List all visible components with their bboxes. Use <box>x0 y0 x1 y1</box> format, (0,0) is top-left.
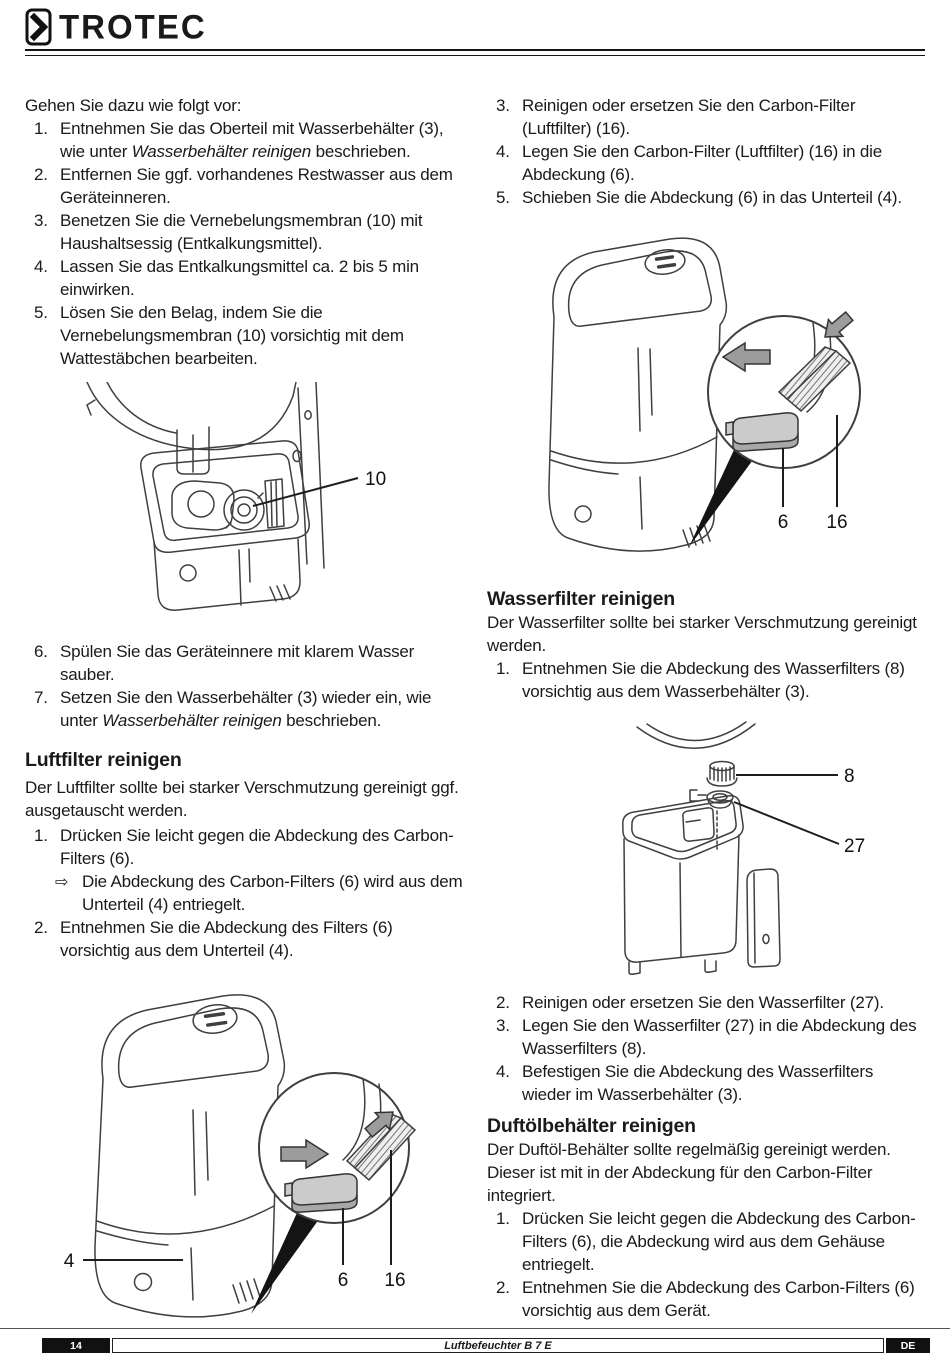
list-item-text: Entfernen Sie ggf. vorhandenes Restwasser aus dem Geräteinneren. <box>60 165 453 207</box>
rinse-steps <box>25 640 463 732</box>
list-item <box>25 209 463 255</box>
section-heading-oiltank: Duftölbehälter reinigen <box>487 1115 696 1137</box>
list-item-number: 5. <box>34 303 48 322</box>
list-item-number: 4. <box>34 257 48 276</box>
airfilter-steps <box>25 824 463 962</box>
part-label-4: 4 <box>63 1251 75 1272</box>
list-item <box>487 1207 925 1276</box>
filter-cover <box>726 413 798 451</box>
membrane-illustration <box>25 382 463 632</box>
list-item-text: Befestigen Sie die Abdeckung des Wasserfilters wieder im Wasserbehälter (3). <box>522 1062 874 1104</box>
list-item-text: Benetzen Sie die Vernebelungsmembran (10) mit Haushaltsessig (Entkalkungsmittel). <box>60 211 423 253</box>
part-label-16: 16 <box>384 1270 406 1291</box>
remove-filter-illustration <box>25 982 463 1337</box>
arrow-insert-filter <box>825 312 853 337</box>
humidifier-body <box>549 238 726 551</box>
list-item <box>487 991 925 1014</box>
cross-reference: Wasserbehälter reinigen <box>131 142 312 161</box>
waterfilter-steps-1 <box>487 657 925 703</box>
waterfilter-cover <box>707 762 737 787</box>
figure-remove-filter <box>25 982 463 1337</box>
list-item-number: 1. <box>34 119 48 138</box>
footer <box>42 1338 930 1353</box>
part-label-6: 6 <box>777 512 789 533</box>
list-item-number: 2. <box>34 165 48 184</box>
text-segment: beschrieben. <box>311 142 411 161</box>
list-item-text <box>60 117 463 163</box>
list-item-number: 1. <box>34 826 48 845</box>
intro-text: Gehen Sie dazu wie folgt vor: <box>25 96 242 115</box>
list-item-number: 3. <box>34 211 48 230</box>
list-item-number: 5. <box>496 188 510 207</box>
list-item-text: Legen Sie den Carbon-Filter (Luftfilter) (16) in die Abdeckung (6). <box>522 142 883 184</box>
list-item-text: Reinigen oder ersetzen Sie den Carbon-Filter (Luftfilter) (16). <box>522 96 856 138</box>
list-item <box>25 301 463 370</box>
list-item-number: 1. <box>496 1209 510 1228</box>
list-item-text: Lösen Sie den Belag, indem Sie die Vernebelungsmembran (10) vorsichtig mit dem Wattestäbchen bearbeiten. <box>60 303 404 368</box>
text-segment: Entnehmen Sie das Oberteil mit Wasserbehälter (3), wie unter <box>60 119 444 161</box>
part-label-27: 27 <box>844 836 866 857</box>
list-item <box>25 686 463 732</box>
step-result <box>25 870 463 916</box>
waterfilter-intro: Der Wasserfilter sollte bei starker Verschmutzung gereinigt werden. <box>487 613 917 655</box>
list-item <box>25 163 463 209</box>
list-item <box>487 140 925 186</box>
brand-name: TROTEC <box>59 7 207 46</box>
list-item <box>487 657 925 703</box>
water-tank-assembly <box>623 722 780 974</box>
list-item-number: 7. <box>34 688 48 707</box>
list-item-text: Entnehmen Sie die Abdeckung des Filters (6) vorsichtig aus dem Unterteil (4). <box>60 918 393 960</box>
left-column <box>25 0 463 1337</box>
water-tank <box>623 796 743 975</box>
list-item-number: 2. <box>496 993 510 1012</box>
list-item <box>487 94 925 140</box>
list-item <box>25 117 463 163</box>
part-label-8: 8 <box>844 766 855 787</box>
page-number: 14 <box>42 1338 110 1353</box>
leader-line-27 <box>734 802 839 844</box>
result-text: Die Abdeckung des Carbon-Filters (6) wird aus dem Unterteil (4) entriegelt. <box>82 872 463 914</box>
list-item-text: Lassen Sie das Entkalkungsmittel ca. 2 bis 5 min einwirken. <box>60 257 419 299</box>
list-item-text <box>60 686 463 732</box>
list-item-number: 3. <box>496 1016 510 1035</box>
part-label-6: 6 <box>337 1270 349 1291</box>
waterfilter-illustration <box>487 711 925 986</box>
result-arrow-icon: ⇨ <box>55 872 69 891</box>
filter-cover <box>285 1174 357 1212</box>
list-item <box>487 1276 925 1322</box>
humidifier-body <box>95 995 284 1317</box>
list-item <box>25 640 463 686</box>
waterfilter-steps-2 <box>487 991 925 1106</box>
list-item-number: 4. <box>496 1062 510 1081</box>
airfilter-intro: Der Luftfilter sollte bei starker Verschmutzung gereinigt ggf. ausgetauscht werden. <box>25 778 459 820</box>
text-segment: beschrieben. <box>281 711 382 730</box>
section-heading-airfilter: Luftfilter reinigen <box>25 749 182 771</box>
list-item-text: Schieben Sie die Abdeckung (6) in das Unterteil (4). <box>522 188 902 207</box>
oiltank-intro: Der Duftöl-Behälter sollte regelmäßig gereinigt werden. Dieser ist mit in der Abdeckung für den Carbon-Filter integriert. <box>487 1140 891 1205</box>
part-label-10: 10 <box>365 469 387 490</box>
list-item-number: 2. <box>34 918 48 937</box>
oiltank-steps <box>487 1207 925 1322</box>
list-item <box>487 1060 925 1106</box>
language-badge: DE <box>886 1338 930 1353</box>
callout-wedge <box>251 1204 317 1314</box>
part-label-16: 16 <box>826 512 848 533</box>
list-item-number: 4. <box>496 142 510 161</box>
list-item <box>487 1014 925 1060</box>
list-item-number: 2. <box>496 1278 510 1297</box>
list-item-text: Entnehmen Sie die Abdeckung des Carbon-Filters (6) vorsichtig aus dem Gerät. <box>522 1278 915 1320</box>
section-heading-waterfilter: Wasserfilter reinigen <box>487 588 675 610</box>
side-panel <box>747 869 780 967</box>
list-item-number: 6. <box>34 642 48 661</box>
list-item-text: Legen Sie den Wasserfilter (27) in die Abdeckung des Wasserfilters (8). <box>522 1016 917 1058</box>
document-title: Luftbefeuchter B 7 E <box>112 1338 884 1353</box>
list-item-number: 1. <box>496 659 510 678</box>
list-item-text: Reinigen oder ersetzen Sie den Wasserfilter (27). <box>522 993 884 1012</box>
list-item-text: Drücken Sie leicht gegen die Abdeckung des Carbon-Filters (6). <box>60 826 454 868</box>
list-item-text: Drücken Sie leicht gegen die Abdeckung des Carbon-Filters (6), die Abdeckung wird aus dem Gehäuse entriegelt. <box>522 1209 916 1274</box>
figure-waterfilter <box>487 711 925 986</box>
right-column <box>487 0 925 1322</box>
list-item <box>25 824 463 870</box>
list-item-text: Entnehmen Sie die Abdeckung des Wasserfilters (8) vorsichtig aus dem Wasserbehälter (3). <box>522 659 905 701</box>
descale-steps <box>25 117 463 370</box>
list-item <box>25 255 463 301</box>
list-item <box>487 186 925 209</box>
cross-reference: Wasserbehälter reinigen <box>102 711 282 730</box>
list-item-text: Spülen Sie das Geräteinnere mit klarem Wasser sauber. <box>60 642 415 684</box>
footer-divider <box>0 1328 950 1329</box>
figure-membrane-cleaning <box>25 382 463 632</box>
text-segment: Setzen Sie den Wasserbehälter (3) wieder ein, wie unter <box>60 688 432 730</box>
insert-filter-illustration <box>487 229 925 574</box>
list-item <box>25 916 463 962</box>
list-item-number: 3. <box>496 96 510 115</box>
airfilter-steps-continued <box>487 94 925 209</box>
figure-insert-filter <box>487 229 925 574</box>
